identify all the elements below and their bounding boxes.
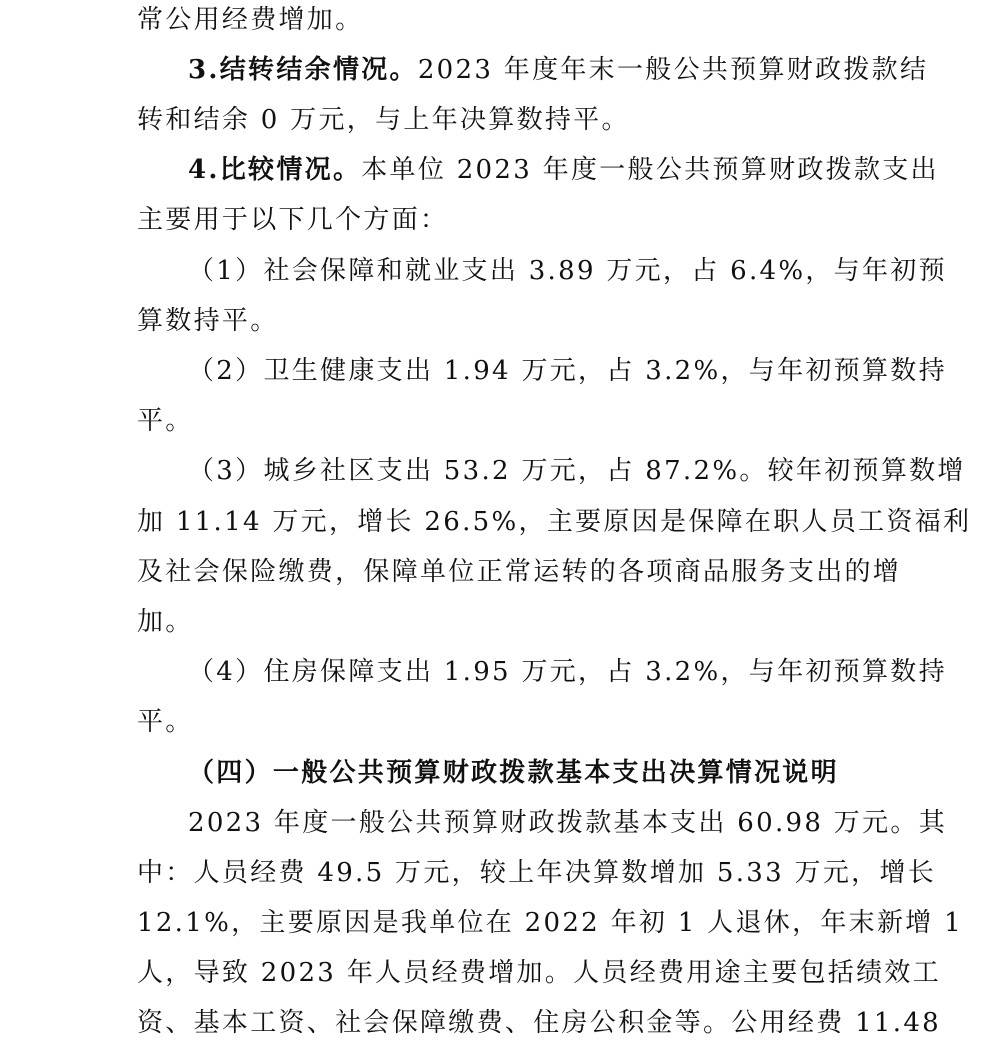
line-text: 本单位 2023 年度一般公共预算财政拨款支出 bbox=[361, 155, 939, 185]
line-bold-prefix: 3.结转结余情况。 bbox=[188, 55, 418, 85]
line-4 bbox=[188, 150, 939, 190]
line-20 bbox=[137, 953, 941, 993]
line-2 bbox=[188, 50, 929, 90]
line-10 bbox=[188, 451, 966, 491]
line-14 bbox=[188, 652, 947, 692]
line-bold-prefix: 4.比较情况。 bbox=[188, 155, 362, 185]
line-15 bbox=[137, 702, 875, 742]
line-9 bbox=[137, 401, 875, 441]
line-11 bbox=[137, 502, 972, 542]
line-text: （3）城乡社区支出 53.2 万元，占 87.2%。较年初预算数增 bbox=[188, 456, 966, 486]
line-text: 及社会保险缴费，保障单位正常运转的各项商品服务支出的增 bbox=[137, 557, 902, 587]
line-7 bbox=[137, 301, 875, 341]
line-21 bbox=[137, 1003, 941, 1043]
line-text: 人，导致 2023 年人员经费增加。人员经费用途主要包括绩效工 bbox=[137, 958, 941, 988]
line-text: 资、基本工资、社会保障缴费、住房公积金等。公用经费 11.48 bbox=[137, 1008, 941, 1038]
line-6 bbox=[188, 251, 947, 291]
line-text: 中：人员经费 49.5 万元，较上年决算数增加 5.33 万元，增长 bbox=[137, 858, 937, 888]
line-12 bbox=[137, 552, 902, 592]
line-text: （4）住房保障支出 1.95 万元，占 3.2%，与年初预算数持 bbox=[188, 657, 947, 687]
line-text: 常公用经费增加。 bbox=[137, 5, 364, 35]
line-text: 加 11.14 万元，增长 26.5%，主要原因是保障在职人员工资福利 bbox=[137, 507, 972, 537]
line-13 bbox=[137, 602, 875, 642]
line-8 bbox=[188, 351, 947, 391]
section-heading bbox=[188, 753, 875, 793]
line-5 bbox=[137, 200, 875, 240]
line-3 bbox=[137, 100, 875, 140]
line-text: 加。 bbox=[137, 607, 194, 637]
line-19 bbox=[137, 903, 963, 943]
line-text: 2023 年度年末一般公共预算财政拨款结 bbox=[417, 55, 929, 85]
line-text: 平。 bbox=[137, 406, 194, 436]
line-18 bbox=[137, 853, 937, 893]
line-17 bbox=[188, 803, 947, 843]
line-text: 算数持平。 bbox=[137, 306, 279, 336]
line-text: （2）卫生健康支出 1.94 万元，占 3.2%，与年初预算数持 bbox=[188, 356, 947, 386]
line-text: 12.1%，主要原因是我单位在 2022 年初 1 人退休，年末新增 1 bbox=[137, 908, 963, 938]
line-text: 平。 bbox=[137, 707, 194, 737]
line-text: 转和结余 0 万元，与上年决算数持平。 bbox=[137, 105, 630, 135]
line-text: 主要用于以下几个方面： bbox=[137, 205, 449, 235]
line-text: 2023 年度一般公共预算财政拨款基本支出 60.98 万元。其 bbox=[188, 808, 947, 838]
section-heading-text: （四）一般公共预算财政拨款基本支出决算情况说明 bbox=[188, 758, 839, 788]
line-text: （1）社会保障和就业支出 3.89 万元，占 6.4%，与年初预 bbox=[188, 256, 947, 286]
line-1 bbox=[137, 0, 875, 40]
